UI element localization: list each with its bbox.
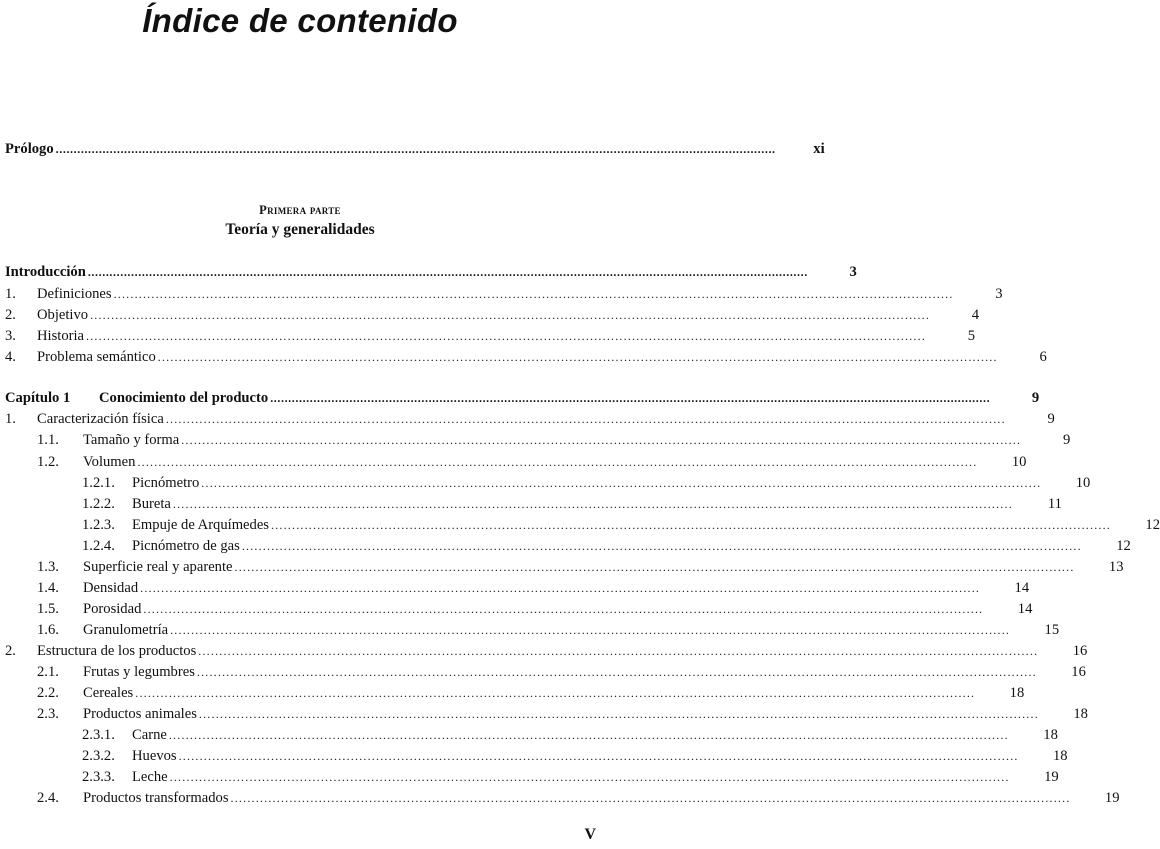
- leader-dots: ........................................................................................................................................................................................................: [270, 391, 991, 405]
- leader-dots: ........................................................................................................................................................................................................: [157, 350, 998, 364]
- toc-entry-page: 18: [1073, 706, 1088, 722]
- toc-entry-label: Densidad: [83, 580, 139, 596]
- toc-entry-label: Introducción: [5, 264, 86, 280]
- toc-entry-label: Huevos: [132, 748, 177, 764]
- leader-dots: ........................................................................................................................................................................................................: [140, 581, 981, 595]
- toc-entry-page: 3: [995, 286, 1003, 302]
- toc-entry-number: 1.2.: [37, 454, 59, 470]
- toc-entry[interactable]: [5, 747, 1068, 765]
- toc-entry-number: 1.2.1.: [82, 475, 115, 491]
- toc-prologue-entry[interactable]: [5, 140, 825, 158]
- toc-entry-label: Frutas y legumbres: [83, 664, 195, 680]
- toc-entry-label: Picnómetro: [132, 475, 200, 491]
- toc-entry[interactable]: [5, 789, 1120, 807]
- toc-entry-number: 1.2.4.: [82, 538, 115, 554]
- leader-dots: ........................................................................................................................................................................................................: [86, 329, 927, 343]
- toc-entry[interactable]: [5, 726, 1058, 744]
- toc-entry[interactable]: [5, 410, 1055, 428]
- toc-chapter-number: Capítulo 1: [5, 390, 71, 406]
- toc-entry-number: 2.3.: [37, 706, 59, 722]
- toc-entry-page: 9: [1031, 390, 1040, 406]
- toc-entry-page: 11: [1047, 496, 1062, 512]
- leader-dots: ........................................................................................................................................................................................................: [230, 791, 1071, 805]
- toc-entry-number: 2.4.: [37, 790, 59, 806]
- toc-entry-label: Prólogo: [5, 141, 54, 157]
- page-title: Índice de contenido: [142, 2, 458, 39]
- toc-entry-label: Porosidad: [83, 601, 142, 617]
- toc-entry-page: 18: [1043, 727, 1058, 743]
- toc-entry-number: 1.5.: [37, 601, 59, 617]
- toc-entry-page: xi: [813, 141, 825, 157]
- toc-entry[interactable]: [5, 285, 1003, 303]
- toc-entry[interactable]: [5, 663, 1086, 681]
- toc-entry-number: 1.4.: [37, 580, 59, 596]
- toc-entry-page: 5: [967, 328, 976, 344]
- toc-entry-number: 1.2.2.: [82, 496, 115, 512]
- leader-dots: ........................................................................................................................................................................................................: [198, 644, 1039, 658]
- toc-entry-label: Picnómetro de gas: [132, 538, 240, 554]
- toc-entry-label: Historia: [37, 328, 85, 344]
- toc-entry-label: Productos animales: [83, 706, 197, 722]
- toc-entry[interactable]: [5, 516, 1160, 534]
- toc-entry-label: Caracterización física: [37, 411, 164, 427]
- toc-entry[interactable]: [5, 537, 1131, 555]
- toc-entry-page: 14: [1017, 601, 1033, 617]
- toc-entry[interactable]: [5, 453, 1027, 471]
- toc-entry-page: 9: [1047, 411, 1055, 427]
- leader-dots: ........................................................................................................................................................................................................: [90, 308, 931, 322]
- toc-entry-number: 2.: [5, 643, 16, 659]
- toc-chapter-heading[interactable]: [5, 389, 1040, 407]
- leader-dots: ........................................................................................................................................................................................................: [196, 665, 1037, 679]
- toc-entry-page: 3: [849, 264, 857, 280]
- toc-entry[interactable]: [5, 621, 1060, 639]
- toc-entry-label: Productos transformados: [83, 790, 229, 806]
- toc-entry-page: 9: [1062, 432, 1071, 448]
- toc-entry[interactable]: [5, 348, 1047, 366]
- leader-dots: ........................................................................................................................................................................................................: [241, 539, 1082, 553]
- toc-entry-number: 1.6.: [37, 622, 59, 638]
- part-kicker: Primera parte: [259, 203, 341, 217]
- toc-entry-number: 2.3.3.: [82, 769, 115, 785]
- leader-dots: ........................................................................................................................................................................................................: [143, 602, 984, 616]
- toc-entry[interactable]: [5, 306, 980, 324]
- toc-entry-number: 1.3.: [37, 559, 59, 575]
- toc-entry-label: Objetivo: [37, 307, 89, 323]
- toc-entry-page: 19: [1044, 769, 1059, 785]
- toc-entry[interactable]: [5, 431, 1071, 449]
- leader-dots: ........................................................................................................................................................................................................: [172, 497, 1013, 511]
- toc-entry-label: Volumen: [83, 454, 136, 470]
- toc-entry-page: 13: [1108, 559, 1124, 575]
- toc-entry[interactable]: [5, 327, 976, 345]
- toc-entry[interactable]: [5, 642, 1088, 660]
- leader-dots: ........................................................................................................................................................................................................: [168, 728, 1009, 742]
- leader-dots: ........................................................................................................................................................................................................: [201, 476, 1042, 490]
- leader-dots: ........................................................................................................................................................................................................: [178, 749, 1019, 763]
- toc-entry-page: 10: [1075, 475, 1091, 491]
- toc-entry[interactable]: [5, 474, 1091, 492]
- leader-dots: ........................................................................................................................................................................................................: [198, 707, 1039, 721]
- toc-entry-label: Conocimiento del producto: [99, 390, 269, 406]
- page-folio: V: [584, 826, 596, 843]
- toc-entry-label: Bureta: [132, 496, 171, 512]
- toc-entry-number: 2.3.1.: [82, 727, 115, 743]
- toc-entry-label: Empuje de Arquímedes: [132, 517, 269, 533]
- toc-entry-page: 15: [1044, 622, 1060, 638]
- toc-entry-page: 6: [1039, 349, 1047, 365]
- toc-entry-label: Definiciones: [37, 286, 112, 302]
- toc-entry[interactable]: [5, 495, 1062, 513]
- toc-entry-label: Leche: [132, 769, 168, 785]
- leader-dots: ........................................................................................................................................................................................................: [137, 455, 978, 469]
- leader-dots: ........................................................................................................................................................................................................: [135, 686, 976, 700]
- toc-entry-label: Cereales: [83, 685, 134, 701]
- toc-entry-number: 2.3.2.: [82, 748, 115, 764]
- leader-dots: ........................................................................................................................................................................................................: [169, 770, 1010, 784]
- toc-entry-number: 1.2.3.: [82, 517, 115, 533]
- toc-entry-number: 1.: [5, 286, 16, 302]
- toc-entry[interactable]: [5, 768, 1059, 786]
- leader-dots: ........................................................................................................................................................................................................: [271, 518, 1111, 532]
- part-title: Teoría y generalidades: [225, 221, 375, 238]
- toc-entry-page: 18: [1009, 685, 1025, 701]
- toc-entry-page: 18: [1053, 748, 1068, 764]
- toc-entry-label: Estructura de los productos: [37, 643, 197, 659]
- leader-dots: ........................................................................................................................................................................................................: [234, 560, 1075, 574]
- toc-entry-number: 4.: [5, 349, 16, 365]
- toc-entry[interactable]: [5, 705, 1088, 723]
- toc-entry-number: 1.: [5, 411, 16, 427]
- toc-entry[interactable]: [5, 684, 1025, 702]
- toc-entry-number: 1.1.: [37, 432, 59, 448]
- toc-entry[interactable]: [5, 579, 1030, 597]
- toc-entry-number: 2.2.: [37, 685, 59, 701]
- leader-dots: ........................................................................................................................................................................................................: [181, 433, 1022, 447]
- toc-intro-heading[interactable]: [5, 263, 857, 281]
- toc-entry-number: 3.: [5, 328, 16, 344]
- toc-entry-label: Carne: [132, 727, 167, 743]
- toc-entry[interactable]: [5, 600, 1033, 618]
- toc-entry-label: Granulometría: [83, 622, 169, 638]
- toc-entry-number: 2.: [5, 307, 16, 323]
- toc-entry-page: 12: [1145, 517, 1160, 533]
- toc-entry-page: 4: [971, 307, 980, 323]
- toc-entry-page: 12: [1116, 538, 1131, 554]
- leader-dots: ........................................................................................................................................................................................................: [87, 265, 808, 279]
- toc-entry-page: 14: [1014, 580, 1030, 596]
- toc-entry-label: Superficie real y aparente: [83, 559, 233, 575]
- toc-entry-page: 16: [1072, 643, 1088, 659]
- leader-dots: ........................................................................................................................................................................................................: [113, 287, 954, 301]
- leader-dots: ........................................................................................................................................................................................................: [55, 142, 776, 156]
- toc-entry-number: 2.1.: [37, 664, 59, 680]
- leader-dots: ........................................................................................................................................................................................................: [165, 412, 1006, 426]
- toc-entry[interactable]: [5, 558, 1124, 576]
- toc-entry-page: 16: [1071, 664, 1086, 680]
- toc-entry-page: 19: [1104, 790, 1120, 806]
- toc-entry-label: Tamaño y forma: [83, 432, 180, 448]
- toc-entry-page: 10: [1011, 454, 1027, 470]
- leader-dots: ........................................................................................................................................................................................................: [170, 623, 1011, 637]
- toc-entry-label: Problema semántico: [37, 349, 156, 365]
